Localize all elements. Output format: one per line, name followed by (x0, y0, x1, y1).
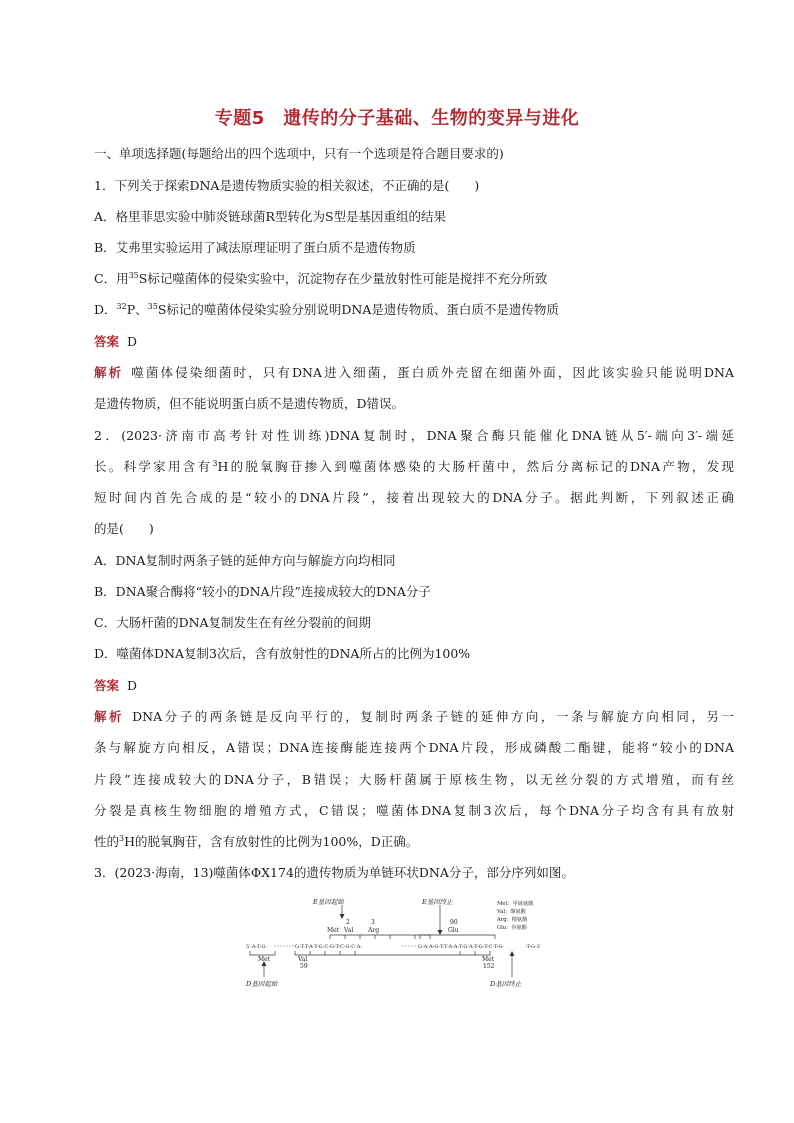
top-label-arg: Arg (368, 927, 380, 934)
page-title: 专题5 遗传的分子基础、生物的变异与进化 (214, 108, 580, 129)
q1-option-c (94, 270, 734, 288)
section-heading: 一、单项选择题(每题给出的四个选项中，只有一个选项是符合题目要求的) (94, 146, 504, 161)
q3-stem: 3．(2023·海南，13)噬菌体ΦX174的遗传物质为单链环状DNA分子，部分序列如图。 (94, 865, 574, 880)
q2-stem-2-pre: 长。科学家用含有 (94, 459, 213, 474)
q1-analysis-text-1: 噬菌体侵染细菌时，只有DNA进入细菌，蛋白质外壳留在细菌外面，因此该实验只能说明DNA (131, 365, 734, 380)
q1-answer (94, 333, 734, 351)
q1-analysis-line-2: 是遗传物质，但不能说明蛋白质不是遗传物质，D错误。 (94, 396, 405, 411)
q2-analysis-text-1: DNA分子的两条链是反向平行的，复制时两条子链的延伸方向，一条与解旋方向相同，另一 (132, 709, 734, 724)
q1-stem: 1．下列关于探索DNA是遗传物质实验的相关叙述，不正确的是( ) (94, 178, 480, 193)
q1-option-a: A．格里菲思实验中肺炎链球菌R型转化为S型是基因重组的结果 (94, 209, 447, 224)
q2-analysis-line-4: 分裂是真核生物细胞的增殖方式，C错误；噬菌体DNA复制3次后，每个DNA分子均含有具有放射 (94, 803, 734, 818)
q2-analysis-5-pre: 性的 (94, 834, 120, 849)
q1-analysis-label: 解析 (94, 365, 124, 380)
d-start-label: D基因起始 (246, 980, 278, 988)
q1-d-post: S标记的噬菌体侵染实验分别说明DNA是遗传物质、蛋白质不是遗传物质 (157, 302, 559, 317)
q2-option-b: B．DNA聚合酶将“较小的DNA片段”连接成较大的DNA分子 (94, 584, 431, 599)
q2-stem-2-sup: 3 (212, 458, 218, 468)
sequence-mid-1: G-T-T-A-T-G-C-G-T-C-G-C-A- (295, 944, 363, 950)
q2-stem-line-3: 短时间内首先合成的是“较小的DNA片段”，接着出现较大的DNA分子。据此判断，下列叙述正确 (94, 490, 734, 505)
d-gene-bracket (295, 951, 490, 955)
q2-option-d: D．噬菌体DNA复制3次后，含有放射性的DNA所占的比例为100% (94, 646, 471, 661)
top-label-met: Met (327, 927, 340, 934)
legend-met: Met：甲硫氨酸 (497, 901, 534, 907)
legend-glu: Glu：谷氨酸 (497, 925, 527, 931)
q2-analysis-label: 解析 (94, 709, 125, 724)
q1-d-mid: P、 (126, 302, 148, 317)
dna-sequence-figure (246, 893, 550, 993)
q1-analysis-line-1 (94, 364, 734, 382)
q1-d-sup2: 35 (147, 301, 158, 311)
sequence-mid-2: G-A-A-G-T-T-A-A-T-G-A-T-G-T-C-T-G- (418, 944, 505, 950)
d-start-bracket (250, 951, 275, 955)
top-label-2: 2 (346, 919, 350, 926)
e-start-label: E基因起始 (313, 898, 344, 906)
q1-answer-label: 答案 (94, 334, 120, 349)
q1-c-sup: 35 (128, 270, 139, 280)
d-end-label: D基因终止 (490, 980, 522, 988)
top-label-3: 3 (371, 919, 375, 926)
sequence-left: 5′-A-T-G- (246, 944, 268, 950)
q1-option-b: B．艾弗里实验运用了减法原理证明了蛋白质不是遗传物质 (94, 240, 416, 255)
top-label-glu: Glu (448, 927, 459, 934)
bottom-label-val: Val (298, 956, 308, 963)
q1-d-sup1: 32 (116, 301, 127, 311)
q2-stem-2-post: H的脱氧胸苷掺入到噬菌体感染的大肠杆菌中，然后分离标记的DNA产物，发现 (217, 459, 734, 474)
q1-d-pre: D． (94, 302, 117, 317)
top-label-val: Val (344, 927, 354, 934)
q2-option-c: C．大肠杆菌的DNA复制发生在有丝分裂前的间期 (94, 615, 372, 630)
e-end-label: E基因终止 (422, 898, 453, 906)
bottom-label-59: 59 (300, 963, 308, 970)
q1-c-post: S标记噬菌体的侵染实验中，沉淀物存在少量放射性可能是搅拌不充分所致 (138, 271, 548, 286)
top-label-90: 90 (450, 919, 458, 926)
q2-analysis-5-post: H的脱氧胸苷，含有放射性的比例为100%，D正确。 (124, 834, 419, 849)
q2-stem-line-1: 2．(2023·济南市高考针对性训练)DNA复制时，DNA聚合酶只能催化DNA链从5′-端向3′-端延 (94, 428, 734, 443)
q2-stem-line-4: 的是( ) (94, 521, 154, 536)
q1-answer-value: D (127, 334, 138, 349)
q2-answer-value: D (127, 678, 138, 693)
q2-option-a: A．DNA复制时两条子链的延伸方向与解旋方向均相同 (94, 553, 396, 568)
legend-arg: Arg：精氨酸 (497, 917, 528, 923)
legend-val: Val：缬氨酸 (497, 909, 526, 915)
q1-option-d (94, 301, 734, 319)
q2-analysis-line-1 (94, 708, 734, 726)
q2-analysis-line-2: 条与解旋方向相反，A错误；DNA连接酶能连接两个DNA片段，形成磷酸二酯键，能将“较小的DNA (94, 740, 734, 755)
q2-analysis-line-3: 片段”连接成较大的DNA分子，B错误；大肠杆菌属于原核生物，以无丝分裂的方式增殖，而有丝 (94, 772, 734, 787)
bottom-label-met: Met (258, 956, 271, 963)
bottom-label-met-2: Met (482, 956, 495, 963)
q2-answer-label: 答案 (94, 678, 120, 693)
sequence-right: -T-G-3′ (525, 944, 541, 950)
q2-analysis-5-sup: 3 (119, 833, 125, 843)
q2-analysis-line-5 (94, 833, 734, 851)
q2-stem-line-2 (94, 458, 734, 476)
q2-answer (94, 677, 734, 695)
bottom-label-152: 152 (483, 963, 495, 970)
q1-c-pre: C．用 (94, 271, 129, 286)
